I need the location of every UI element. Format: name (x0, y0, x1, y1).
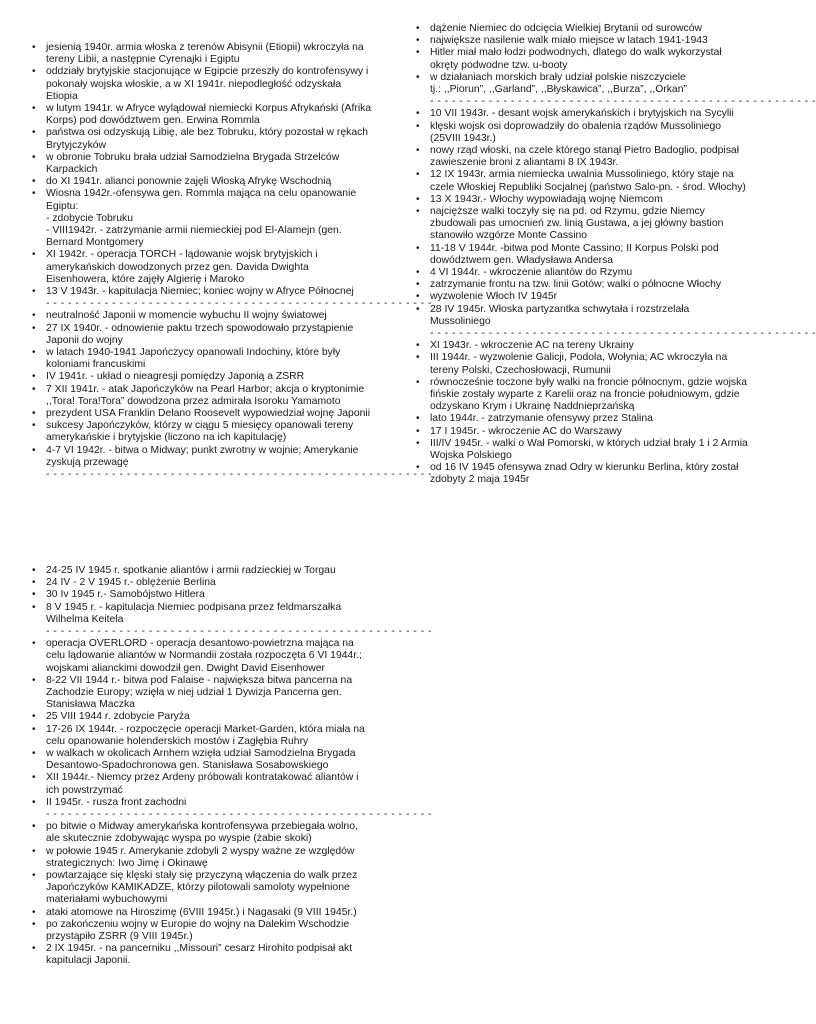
list-item: • Hitler miał mało łodzi podwodnych, dlatego do walk wykorzystał okręty podwodne tzw. u-booty (408, 47, 748, 71)
list-africa (24, 42, 372, 298)
column-africa-pacific (24, 42, 433, 481)
list-item: • operacja OVERLORD - operacja desantowo-powietrzna mająca na celu lądowanie aliantów w Normandii została rozpoczęta 6 VI 1944r.; wojskami alianckimi dowodził gen. Dwight David Eisenhower (24, 638, 372, 675)
separator: - - - - - - - - - - - - - - - - - - - - - - - - - - - - - - - - - - - - - - - - - - - - - - - - - - - - - (430, 96, 816, 108)
list-item: • zatrzymanie frontu na tzw. linii Gotów; walki o północne Włochy (408, 279, 748, 291)
list-item: • IV 1941r. - układ o nieagresji pomiędzy Japonią a ZSRR (24, 371, 372, 383)
separator: - - - - - - - - - - - - - - - - - - - - - - - - - - - - - - - - - - - - - - - - - - - - - - - - - - - - - (46, 469, 433, 481)
list-item: • równocześnie toczone były walki na froncie północnym, gdzie wojska fińskie zostały wyparte z Karelii oraz na froncie południowym, gdzie odzyskano Krym i Ukrainę Naddnieprzańską (408, 377, 748, 414)
list-item: • dążenie Niemiec do odcięcia Wielkiej Brytanii od surowców (408, 23, 748, 35)
list-item: • 2 IX 1945r. - na pancerniku ,,Missouri” cesarz Hirohito podpisał akt kapitulacji Japonii. (24, 943, 372, 967)
list-berlin (24, 565, 372, 626)
column-end-of-war (24, 565, 433, 968)
list-item: • 24-25 IV 1945 r. spotkanie aliantów i armii radzieckiej w Torgau (24, 565, 372, 577)
list-item: • najcięższe walki toczyły się na pd. od Rzymu, gdzie Niemcy zbudowali pas umocnień zw. linią Gustawa, a jej główny bastion stanowiło wzgórze Monte Cassino (408, 206, 748, 243)
list-item: • 24 IV - 2 V 1945 r.- oblężenie Berlina (24, 577, 372, 589)
list-item: • w latach 1940-1941 Japończycy opanowali Indochiny, które były koloniami francuskimi (24, 347, 372, 371)
list-item: • 4 VI 1944r. - wkroczenie aliantów do Rzymu (408, 267, 748, 279)
list-item: • neutralność Japonii w momencie wybuchu II wojny światowej (24, 310, 372, 322)
list-item: • XI 1942r. - operacja TORCH - lądowanie wojsk brytyjskich i amerykańskich dowodzonych przez gen. Davida Dwighta Eisenhowera, które zajęły Algierię i Maroko (24, 249, 372, 286)
list-item: • 25 VIII 1944 r. zdobycie Paryża (24, 711, 372, 723)
separator: - - - - - - - - - - - - - - - - - - - - - - - - - - - - - - - - - - - - - - - - - - - - - - - - - - - - - (46, 298, 433, 310)
list-item: • 13 X 1943r.- Włochy wypowiadają wojnę Niemcom (408, 194, 748, 206)
list-item: • największe nasilenie walk miało miejsce w latach 1941-1943 (408, 35, 748, 47)
list-item: • prezydent USA Franklin Delano Roosevelt wypowiedział wojnę Japonii (24, 408, 372, 420)
list-item: • po bitwie o Midway amerykańska kontrofensywa przebiegała wolno, ale skutecznie zdobywając wyspa po wyspie (żabie skoki) (24, 821, 372, 845)
list-item: • 11-18 V 1944r. -bitwa pod Monte Cassino; II Korpus Polski pod dowództwem gen. Władysława Andersa (408, 243, 748, 267)
list-item: • 17-26 IX 1944r. - rozpoczęcie operacji Market-Garden, która miała na celu opanowanie holenderskich mostów i Zagłębia Ruhry (24, 724, 372, 748)
list-pacific-end (24, 821, 372, 967)
list-item: • jesienią 1940r. armia włoska z terenów Abisynii (Etiopii) wkroczyła na tereny Libii, a następnie Cyrenajki i Egiptu (24, 42, 372, 66)
list-item: • 27 IX 1940r. - odnowienie paktu trzech spowodowało przystąpienie Japonii do wojny (24, 323, 372, 347)
list-item: • powtarzające się klęski stały się przyczyną włączenia do walk przez Japończyków KAMIKADZE, którzy pilotowali samoloty wypełnione materiałami wybuchowymi (24, 870, 372, 907)
list-item: • 13 V 1943r. - kapitulacja Niemiec; koniec wojny w Afryce Północnej (24, 286, 372, 298)
list-item: • po zakończeniu wojny w Europie do wojny na Dalekim Wschodzie przystąpiło ZSRR (9 VIII 1945r.) (24, 919, 372, 943)
list-item: • państwa osi odzyskują Libię, ale bez Tobruku, który pozostał w rękach Brytyjczyków (24, 127, 372, 151)
list-atlantic (408, 23, 748, 96)
column-atlantic-italy-east (408, 23, 816, 487)
list-item: • do XI 1941r. alianci ponownie zajęli Włoską Afrykę Wschodnią (24, 176, 372, 188)
list-item: • lato 1944r. - zatrzymanie ofensywy przez Stalina (408, 413, 748, 425)
list-item: • III 1944r. - wyzwolenie Galicji, Podola, Wołynia; AC wkroczyła na tereny Polski, Czechosłowacji, Rumunii (408, 352, 748, 376)
list-item: • 7 XII 1941r. - atak Japończyków na Pearl Harbor; akcja o kryptonimie ,,Tora! Tora!Tora” dowodzona przez admirała Isoroku Yamamoto (24, 384, 372, 408)
list-item: • w działaniach morskich brały udział polskie niszczyciele tj.: ,,Piorun”, ,,Garland”, ,,Błyskawica”, ,,Burza”, ,,Orkan” (408, 72, 748, 96)
list-item: • 8 V 1945 r. - kapitulacja Niemiec podpisana przez feldmarszałka Wilhelma Keitela (24, 602, 372, 626)
list-item: • 8-22 VII 1944 r.- bitwa pod Falaise - największa bitwa pancerna na Zachodzie Europy; wzięła w niej udział 1 Dywizja Pancerna gen. Stanisława Maczka (24, 675, 372, 712)
list-item: • 28 IV 1945r. Włoska partyzantka schwytała i rozstrzelała Mussoliniego (408, 304, 748, 328)
list-item: • od 16 IV 1945 ofensywa znad Odry w kierunku Berlina, który został zdobyty 2 maja 1945r (408, 462, 748, 486)
separator: - - - - - - - - - - - - - - - - - - - - - - - - - - - - - - - - - - - - - - - - - - - - - - - - - - - - - (46, 809, 433, 821)
list-item: • w lutym 1941r. w Afryce wylądował niemiecki Korpus Afrykański (Afrika Korps) pod dowództwem gen. Erwina Rommla (24, 103, 372, 127)
list-item: • 17 I 1945r. - wkroczenie AC do Warszawy (408, 426, 748, 438)
list-item: • w walkach w okolicach Arnhem wzięła udział Samodzielna Brygada Desantowo-Spadochronowa gen. Stanisława Sosabowskiego (24, 748, 372, 772)
list-italy (408, 108, 748, 328)
list-item: • 10 VII 1943r. - desant wojsk amerykańskich i brytyjskich na Sycylii (408, 108, 748, 120)
list-item: • klęski wojsk osi doprowadziły do obalenia rządów Mussoliniego (25VIII 1943r.) (408, 121, 748, 145)
separator: - - - - - - - - - - - - - - - - - - - - - - - - - - - - - - - - - - - - - - - - - - - - - - - - - - - - - (430, 328, 816, 340)
list-western-front (24, 638, 372, 809)
list-item: • 4-7 VI 1942r. - bitwa o Midway; punkt zwrotny w wojnie; Amerykanie zyskują przewagę (24, 445, 372, 469)
list-item: • XI 1943r. - wkroczenie AC na tereny Ukrainy (408, 340, 748, 352)
list-item: • XII 1944r.- Niemcy przez Ardeny próbowali kontratakować aliantów i ich powstrzymać (24, 772, 372, 796)
list-item: • III/IV 1945r. - walki o Wał Pomorski, w których udział brały 1 i 2 Armia Wojska Polskiego (408, 438, 748, 462)
list-item: • wyzwolenie Włoch IV 1945r (408, 291, 748, 303)
separator: - - - - - - - - - - - - - - - - - - - - - - - - - - - - - - - - - - - - - - - - - - - - - - - - - - - - - (46, 626, 433, 638)
list-item: • nowy rząd włoski, na czele którego stanął Pietro Badoglio, podpisał zawieszenie broni z aliantami 8 IX 1943r. (408, 145, 748, 169)
list-item: • ataki atomowe na Hiroszimę (6VIII 1945r.) i Nagasaki (9 VIII 1945r.) (24, 907, 372, 919)
list-eastern-front (408, 340, 748, 486)
list-item: • II 1945r. - rusza front zachodni (24, 797, 372, 809)
list-item: • sukcesy Japończyków, którzy w ciągu 5 miesięcy opanowali tereny amerykańskie i brytyjskie (liczono na ich kapitulację) (24, 420, 372, 444)
list-item: • w połowie 1945 r. Amerykanie zdobyli 2 wyspy ważne ze względów strategicznych: Iwo Jimę i Okinawę (24, 846, 372, 870)
list-item: • Wiosna 1942r.-ofensywa gen. Rommla mająca na celu opanowanie Egiptu: - zdobycie Tobruku - VIII1942r. - zatrzymanie armii niemieckiej pod El-Alamejn (gen. Bernard Montgomery (24, 188, 372, 249)
list-japan (24, 310, 372, 469)
list-item: • 12 IX 1943r. armia niemiecka uwalnia Mussoliniego, który staje na czele Włoskiej Republiki Socjalnej (państwo Salo-pn. - środ. Włochy) (408, 169, 748, 193)
list-item: • w obronie Tobruku brała udział Samodzielna Brygada Strzelców Karpackich (24, 152, 372, 176)
list-item: • 30 Iv 1945 r.- Samobójstwo Hitlera (24, 589, 372, 601)
list-item: • oddziały brytyjskie stacjonujące w Egipcie przeszły do kontrofensywy i pokonały wojska włoskie, a w XI 1941r. niepodległość odzyskała Etiopia (24, 66, 372, 103)
